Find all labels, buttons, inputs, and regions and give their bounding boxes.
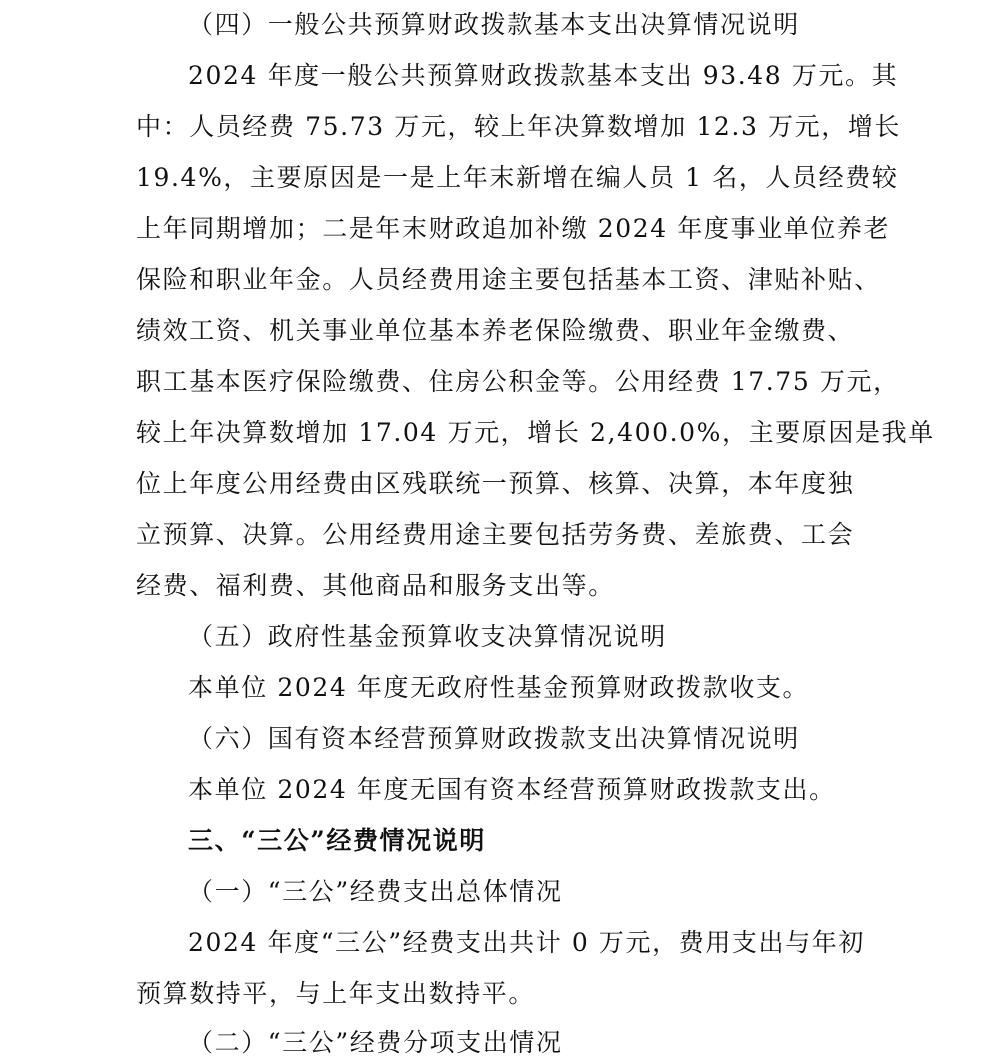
heading-three-public-overall: （一）“三公”经费支出总体情况	[188, 877, 563, 906]
paragraph-line: 上年同期增加；二是年末财政追加补缴 2024 年度事业单位养老	[136, 214, 891, 243]
heading-general-budget-basic-expenditure: （四）一般公共预算财政拨款基本支出决算情况说明	[188, 10, 800, 39]
paragraph-line: 预算数持平，与上年支出数持平。	[136, 979, 536, 1008]
heading-government-fund-budget: （五）政府性基金预算收支决算情况说明	[188, 622, 667, 651]
heading-state-capital-budget: （六）国有资本经营预算财政拨款支出决算情况说明	[188, 724, 800, 753]
paragraph-line: 立预算、决算。公用经费用途主要包括劳务费、差旅费、工会	[136, 520, 855, 549]
paragraph-line: 职工基本医疗保险缴费、住房公积金等。公用经费 17.75 万元，	[136, 367, 900, 396]
paragraph-line: 本单位 2024 年度无政府性基金预算财政拨款收支。	[188, 673, 810, 702]
paragraph-line: 位上年度公用经费由区残联统一预算、核算、决算，本年度独	[136, 469, 855, 498]
paragraph-line: 2024 年度“三公”经费支出共计 0 万元，费用支出与年初	[188, 928, 865, 957]
paragraph-line: 经费、福利费、其他商品和服务支出等。	[136, 571, 615, 600]
paragraph-line: 绩效工资、机关事业单位基本养老保险缴费、职业年金缴费、	[136, 316, 855, 345]
paragraph-line: 19.4%，主要原因是一是上年末新增在编人员 1 名，人员经费较	[136, 163, 899, 192]
paragraph-line: 较上年决算数增加 17.04 万元，增长 2,400.0%，主要原因是我单	[136, 418, 935, 447]
paragraph-line: 保险和职业年金。人员经费用途主要包括基本工资、津贴补贴、	[136, 265, 881, 294]
section-heading-three-public-expenses: 三、“三公”经费情况说明	[188, 826, 486, 855]
paragraph-line: 本单位 2024 年度无国有资本经营预算财政拨款支出。	[188, 775, 836, 804]
paragraph-line: 中：人员经费 75.73 万元，较上年决算数增加 12.3 万元，增长	[136, 112, 902, 141]
heading-three-public-itemized: （二）“三公”经费分项支出情况	[188, 1028, 563, 1057]
paragraph-line: 2024 年度一般公共预算财政拨款基本支出 93.48 万元。其	[188, 61, 899, 90]
